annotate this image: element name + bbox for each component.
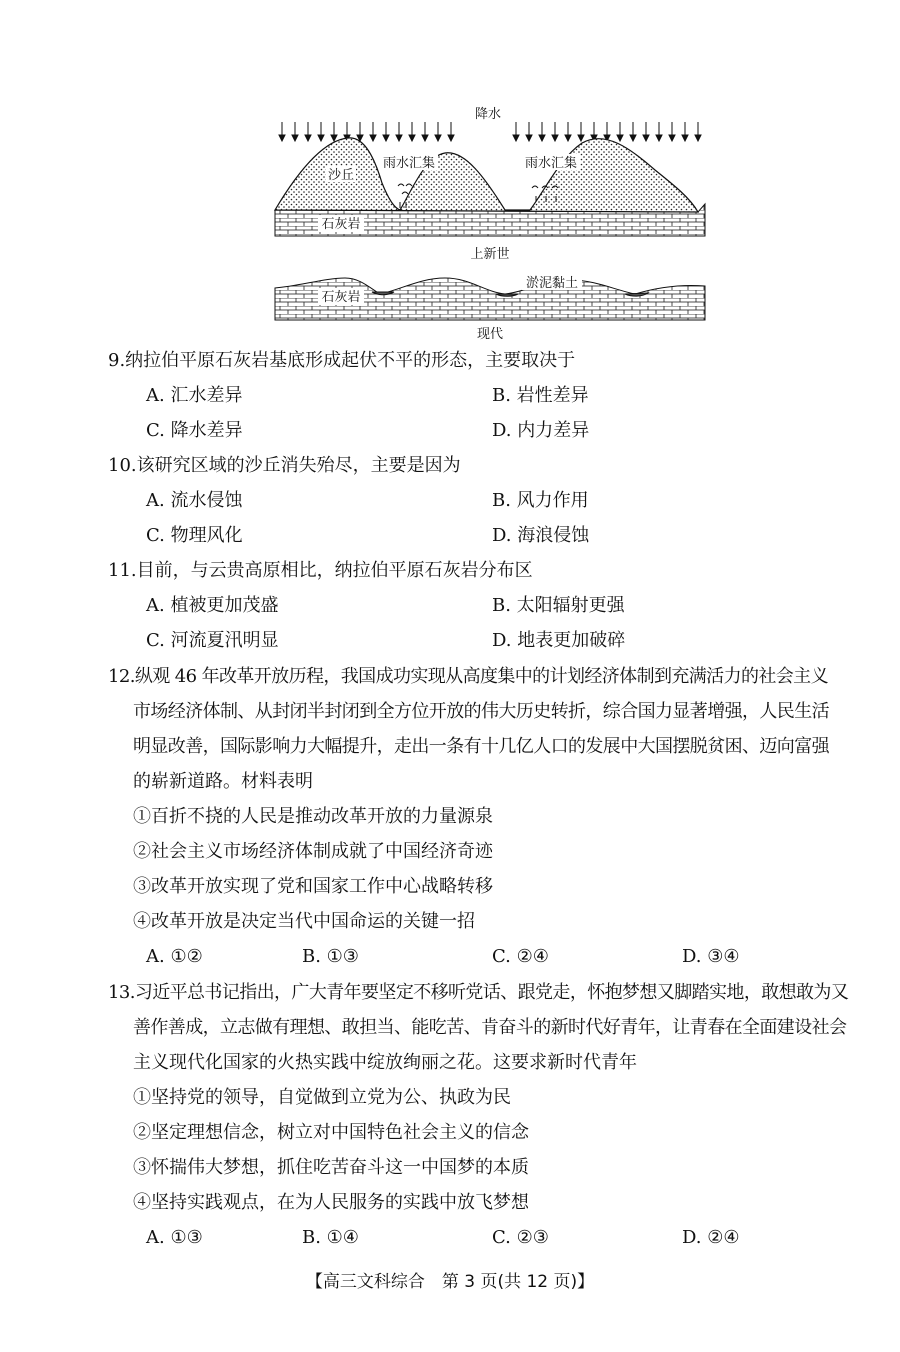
question-13-stem-line-1: 13.习近平总书记指出，广大青年要坚定不移听党话、跟党走，怀抱梦想又脚踏实地，敢想敢为又 [108,982,849,1003]
rain-arrow-head [370,135,376,141]
question-13-statement-3: ③怀揣伟大梦想，抓住吃苦奋斗这一中国梦的本质 [133,1157,529,1178]
rain-arrow-head [396,135,402,141]
rain-arrow-head [682,135,688,141]
rain-arrow-head [578,135,584,141]
question-10-stem: 10.该研究区域的沙丘消失殆尽，主要是因为 [108,455,461,476]
question-9-option-d[interactable]: D. 内力差异 [492,420,590,441]
clay-label: 淤泥黏土 [525,276,579,291]
question-13-option-c[interactable]: C. ②③ [492,1227,549,1248]
question-12-option-a[interactable]: A. ①② [146,946,203,967]
rain-arrow-head [656,135,662,141]
page-footer: 【高三文科综合 第 3 页(共 12 页)】 [305,1272,595,1292]
question-11-stem: 11.目前，与云贵高原相比，纳拉伯平原石灰岩分布区 [108,560,533,581]
dune-label: 沙丘 [327,168,355,183]
question-12-option-b[interactable]: B. ①③ [302,946,359,967]
question-9-option-a[interactable]: A. 汇水差异 [146,385,243,406]
question-12-statement-1: ①百折不挠的人民是推动改革开放的力量源泉 [133,806,493,827]
question-12-stem-line-2: 市场经济体制、从封闭半封闭到全方位开放的伟大历史转折，综合国力显著增强，人民生活 [133,701,829,722]
question-13-stem-line-2: 善作善成，立志做有理想、敢担当、能吃苦、肯奋斗的新时代好青年，让青春在全面建设社会 [133,1017,847,1038]
collect-label-2: 雨水汇集 [524,156,578,171]
rain-arrows [279,122,701,141]
question-13-option-b[interactable]: B. ①④ [302,1227,359,1248]
question-12-option-d[interactable]: D. ③④ [682,946,740,967]
rain-arrow-head [630,135,636,141]
rain-arrow-head [422,135,428,141]
geology-diagram [260,98,720,344]
rain-arrow-head [695,135,701,141]
rain-arrow-head [305,135,311,141]
question-10-option-b[interactable]: B. 风力作用 [492,490,589,511]
question-9-stem: 9.纳拉伯平原石灰岩基底形成起伏不平的形态，主要取决于 [108,350,576,371]
rain-arrow-head [643,135,649,141]
question-9-option-c[interactable]: C. 降水差异 [146,420,243,441]
rain-arrow-head [292,135,298,141]
question-12-option-c[interactable]: C. ②④ [492,946,549,967]
question-11-option-c[interactable]: C. 河流夏汛明显 [146,630,279,651]
rain-arrow-head [318,135,324,141]
question-13-statement-1: ①坚持党的领导，自觉做到立党为公、执政为民 [133,1087,511,1108]
question-10-option-a[interactable]: A. 流水侵蚀 [146,490,243,511]
rain-arrow-head [552,135,558,141]
question-12-statement-3: ③改革开放实现了党和国家工作中心战略转移 [133,876,493,897]
question-13-statement-2: ②坚定理想信念，树立对中国特色社会主义的信念 [133,1122,529,1143]
rain-arrow-head [526,135,532,141]
question-13-statement-4: ④坚持实践观点，在为人民服务的实践中放飞梦想 [133,1192,529,1213]
question-11-option-b[interactable]: B. 太阳辐射更强 [492,595,625,616]
rain-arrow-head [279,135,285,141]
question-13-option-d[interactable]: D. ②④ [682,1227,740,1248]
question-12-statement-4: ④改革开放是决定当代中国命运的关键一招 [133,911,475,932]
rain-arrow-head [539,135,545,141]
question-12-stem-line-3: 明显改善，国际影响力大幅提升，走出一条有十几亿人口的发展中大国摆脱贫困、迈向富强 [133,736,829,757]
rain-arrow-head [435,135,441,141]
question-11-option-a[interactable]: A. 植被更加茂盛 [146,595,279,616]
limestone-label-2: 石灰岩 [321,290,361,305]
question-12-stem-line-1: 12.纵观 46 年改革开放历程，我国成功实现从高度集中的计划经济体制到充满活力的社会主义 [108,666,828,687]
rain-arrow-head [617,135,623,141]
rain-arrow-head [409,135,415,141]
question-12-statement-2: ②社会主义市场经济体制成就了中国经济奇迹 [133,841,493,862]
rain-arrow-head [331,135,337,141]
rain-arrow-head [448,135,454,141]
rain-label: 降水 [474,107,502,122]
question-13-option-a[interactable]: A. ①③ [146,1227,203,1248]
rain-arrow-head [513,135,519,141]
question-10-option-d[interactable]: D. 海浪侵蚀 [492,525,590,546]
rain-arrow-head [565,135,571,141]
limestone-label-1: 石灰岩 [321,217,361,232]
caption-modern: 现代 [476,327,504,342]
question-13-stem-line-3: 主义现代化国家的火热实践中绽放绚丽之花。这要求新时代青年 [133,1052,637,1073]
collect-label-1: 雨水汇集 [382,156,436,171]
question-12-stem-line-4: 的崭新道路。材料表明 [133,771,313,792]
caption-pliocene: 上新世 [470,247,510,262]
question-10-option-c[interactable]: C. 物理风化 [146,525,243,546]
rain-arrow-head [669,135,675,141]
question-11-option-d[interactable]: D. 地表更加破碎 [492,630,626,651]
rain-arrow-head [383,135,389,141]
question-9-option-b[interactable]: B. 岩性差异 [492,385,589,406]
